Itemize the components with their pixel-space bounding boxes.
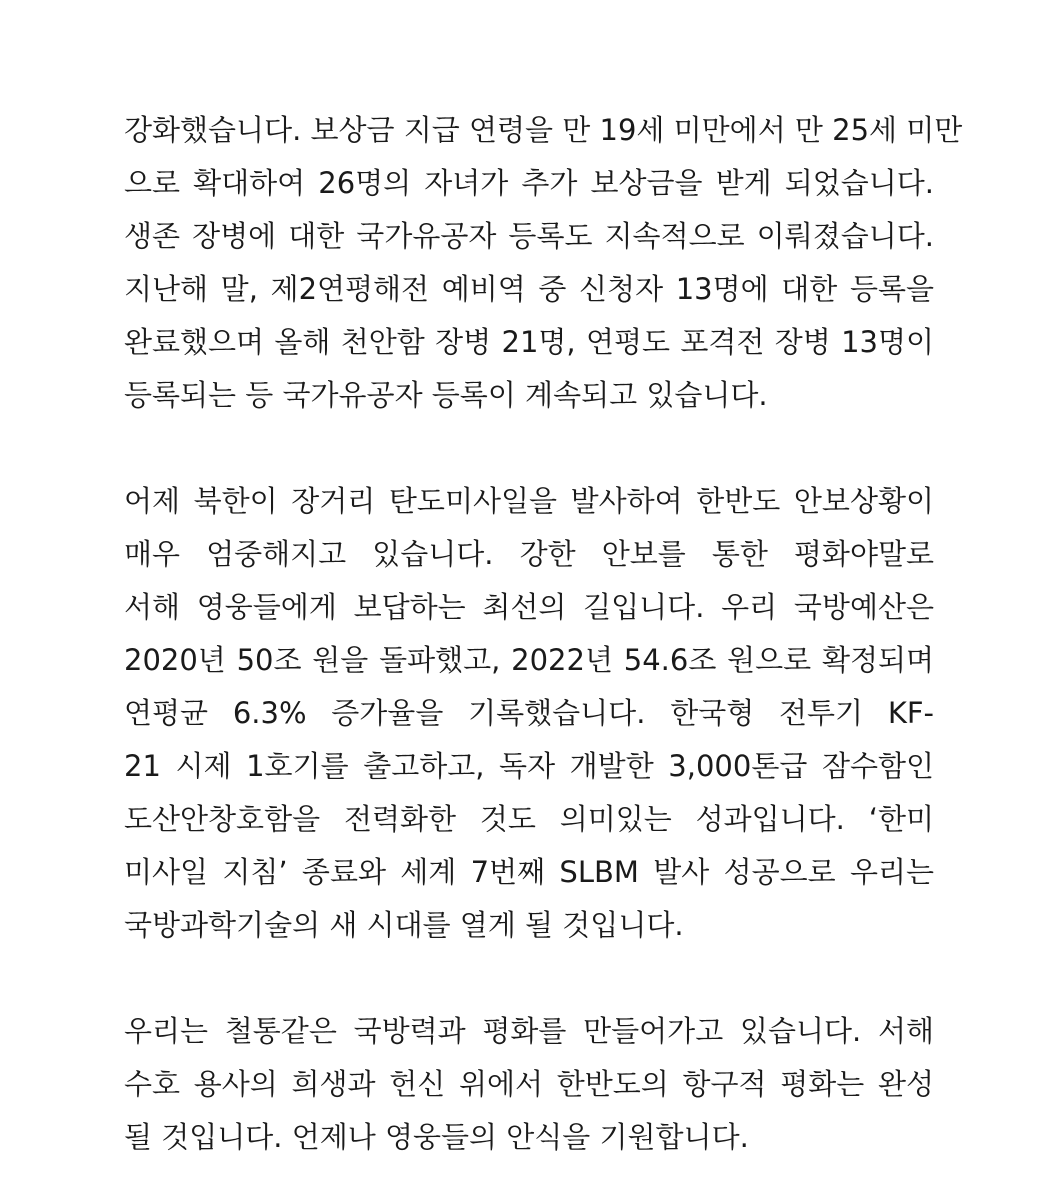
paragraph-spacer bbox=[124, 952, 934, 1005]
text-line: 연평균 6.3% 증가율을 기록했습니다. 한국형 전투기 KF- bbox=[124, 696, 934, 730]
text-line: 수호 용사의 희생과 헌신 위에서 한반도의 항구적 평화는 완성 bbox=[124, 1067, 934, 1101]
text-line: 생존 장병에 대한 국가유공자 등록도 지속적으로 이뤄졌습니다. bbox=[124, 219, 934, 253]
text-line: 2020년 50조 원을 돌파했고, 2022년 54.6조 원으로 확정되며 bbox=[124, 643, 934, 677]
text-line: 21 시제 1호기를 출고하고, 독자 개발한 3,000톤급 잠수함인 bbox=[124, 749, 934, 783]
paragraph-spacer bbox=[124, 422, 934, 475]
text-line: 될 것입니다. 언제나 영웅들의 안식을 기원합니다. bbox=[124, 1120, 749, 1154]
text-line: 등록되는 등 국가유공자 등록이 계속되고 있습니다. bbox=[124, 378, 768, 412]
text-line: 서해 영웅들에게 보답하는 최선의 길입니다. 우리 국방예산은 bbox=[124, 590, 934, 624]
text-line: 미사일 지침’ 종료와 세계 7번째 SLBM 발사 성공으로 우리는 bbox=[124, 855, 934, 889]
text-line: 도산안창호함을 전력화한 것도 의미있는 성과입니다. ‘한미 bbox=[124, 802, 934, 836]
text-line: 국방과학기술의 새 시대를 열게 될 것입니다. bbox=[124, 908, 684, 942]
paragraph-national-defense bbox=[124, 475, 934, 952]
text-line: 으로 확대하여 26명의 자녀가 추가 보상금을 받게 되었습니다. bbox=[124, 166, 934, 200]
text-line: 어제 북한이 장거리 탄도미사일을 발사하여 한반도 안보상황이 bbox=[124, 484, 934, 518]
paragraph-veteran-compensation bbox=[124, 104, 963, 422]
paragraph-closing bbox=[124, 1005, 934, 1164]
text-line: 완료했으며 올해 천안함 장병 21명, 연평도 포격전 장병 13명이 bbox=[124, 325, 934, 359]
text-line: 지난해 말, 제2연평해전 예비역 중 신청자 13명에 대한 등록을 bbox=[124, 272, 934, 306]
document-page bbox=[124, 104, 963, 1164]
text-line: 매우 엄중해지고 있습니다. 강한 안보를 통한 평화야말로 bbox=[124, 537, 934, 571]
text-line: 우리는 철통같은 국방력과 평화를 만들어가고 있습니다. 서해 bbox=[124, 1014, 934, 1048]
text-line: 강화했습니다. 보상금 지급 연령을 만 19세 미만에서 만 25세 미만 bbox=[124, 113, 963, 147]
